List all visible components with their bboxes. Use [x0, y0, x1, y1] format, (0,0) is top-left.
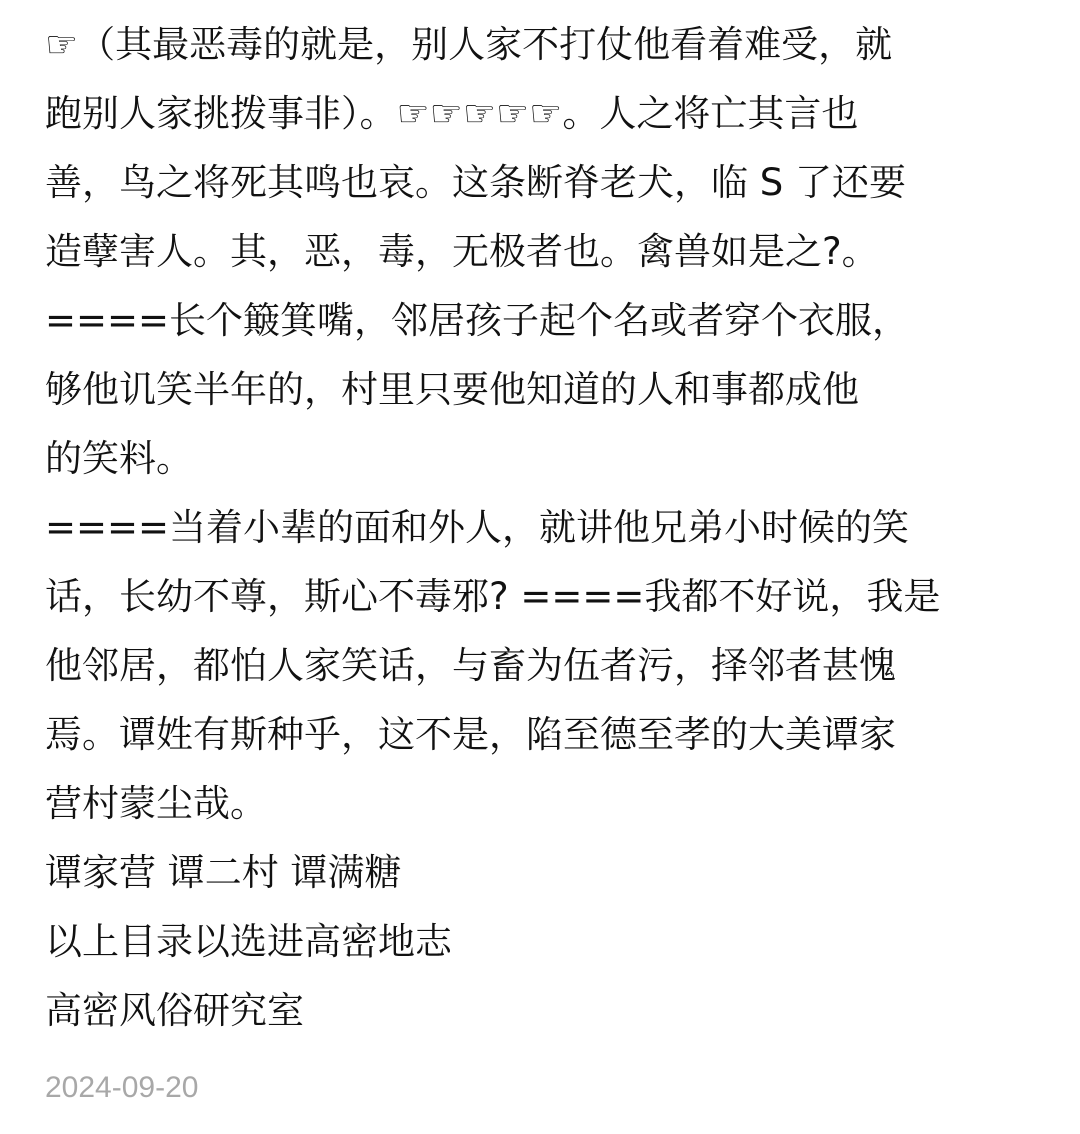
post-text-line: 的笑料。: [45, 437, 193, 480]
post-text-line: 造孽害人。其，恶，毒，无极者也。禽兽如是之?。: [45, 230, 879, 273]
post-text-line: 高密风俗研究室: [45, 989, 304, 1032]
post-text-line: 他邻居，都怕人家笑话，与畜为伍者污，择邻者甚愧: [45, 644, 896, 687]
post-text-line: 营村蒙尘哉。: [45, 782, 267, 825]
post-date: 2024-09-20: [45, 1071, 199, 1104]
post-text-line: 善，鸟之将死其鸣也哀。这条断脊老犬，临 S 了还要: [45, 161, 907, 204]
post-text-line: 以上目录以选进高密地志: [45, 920, 452, 963]
post-tags-line: 谭家营 谭二村 谭满糖: [45, 851, 402, 894]
post-text-line: 够他讥笑半年的，村里只要他知道的人和事都成他: [45, 368, 859, 411]
post-text-line: 跑别人家挑拨事非）。☞☞☞☞☞。人之将亡其言也: [45, 92, 859, 135]
post-text-line: 焉。谭姓有斯种乎，这不是，陷至德至孝的大美谭家: [45, 713, 896, 756]
post-text-line: ☞（其最恶毒的就是，别人家不打仗他看着难受，就: [45, 23, 893, 66]
post-text-line: 话，长幼不尊，斯心不毒邪? ====我都不好说，我是: [45, 575, 941, 618]
post-text-line: ====长个簸箕嘴，邻居孩子起个名或者穿个衣服，: [45, 299, 910, 342]
post-text-line: ====当着小辈的面和外人，就讲他兄弟小时候的笑: [45, 506, 910, 549]
post-body: [45, 10, 1040, 1045]
